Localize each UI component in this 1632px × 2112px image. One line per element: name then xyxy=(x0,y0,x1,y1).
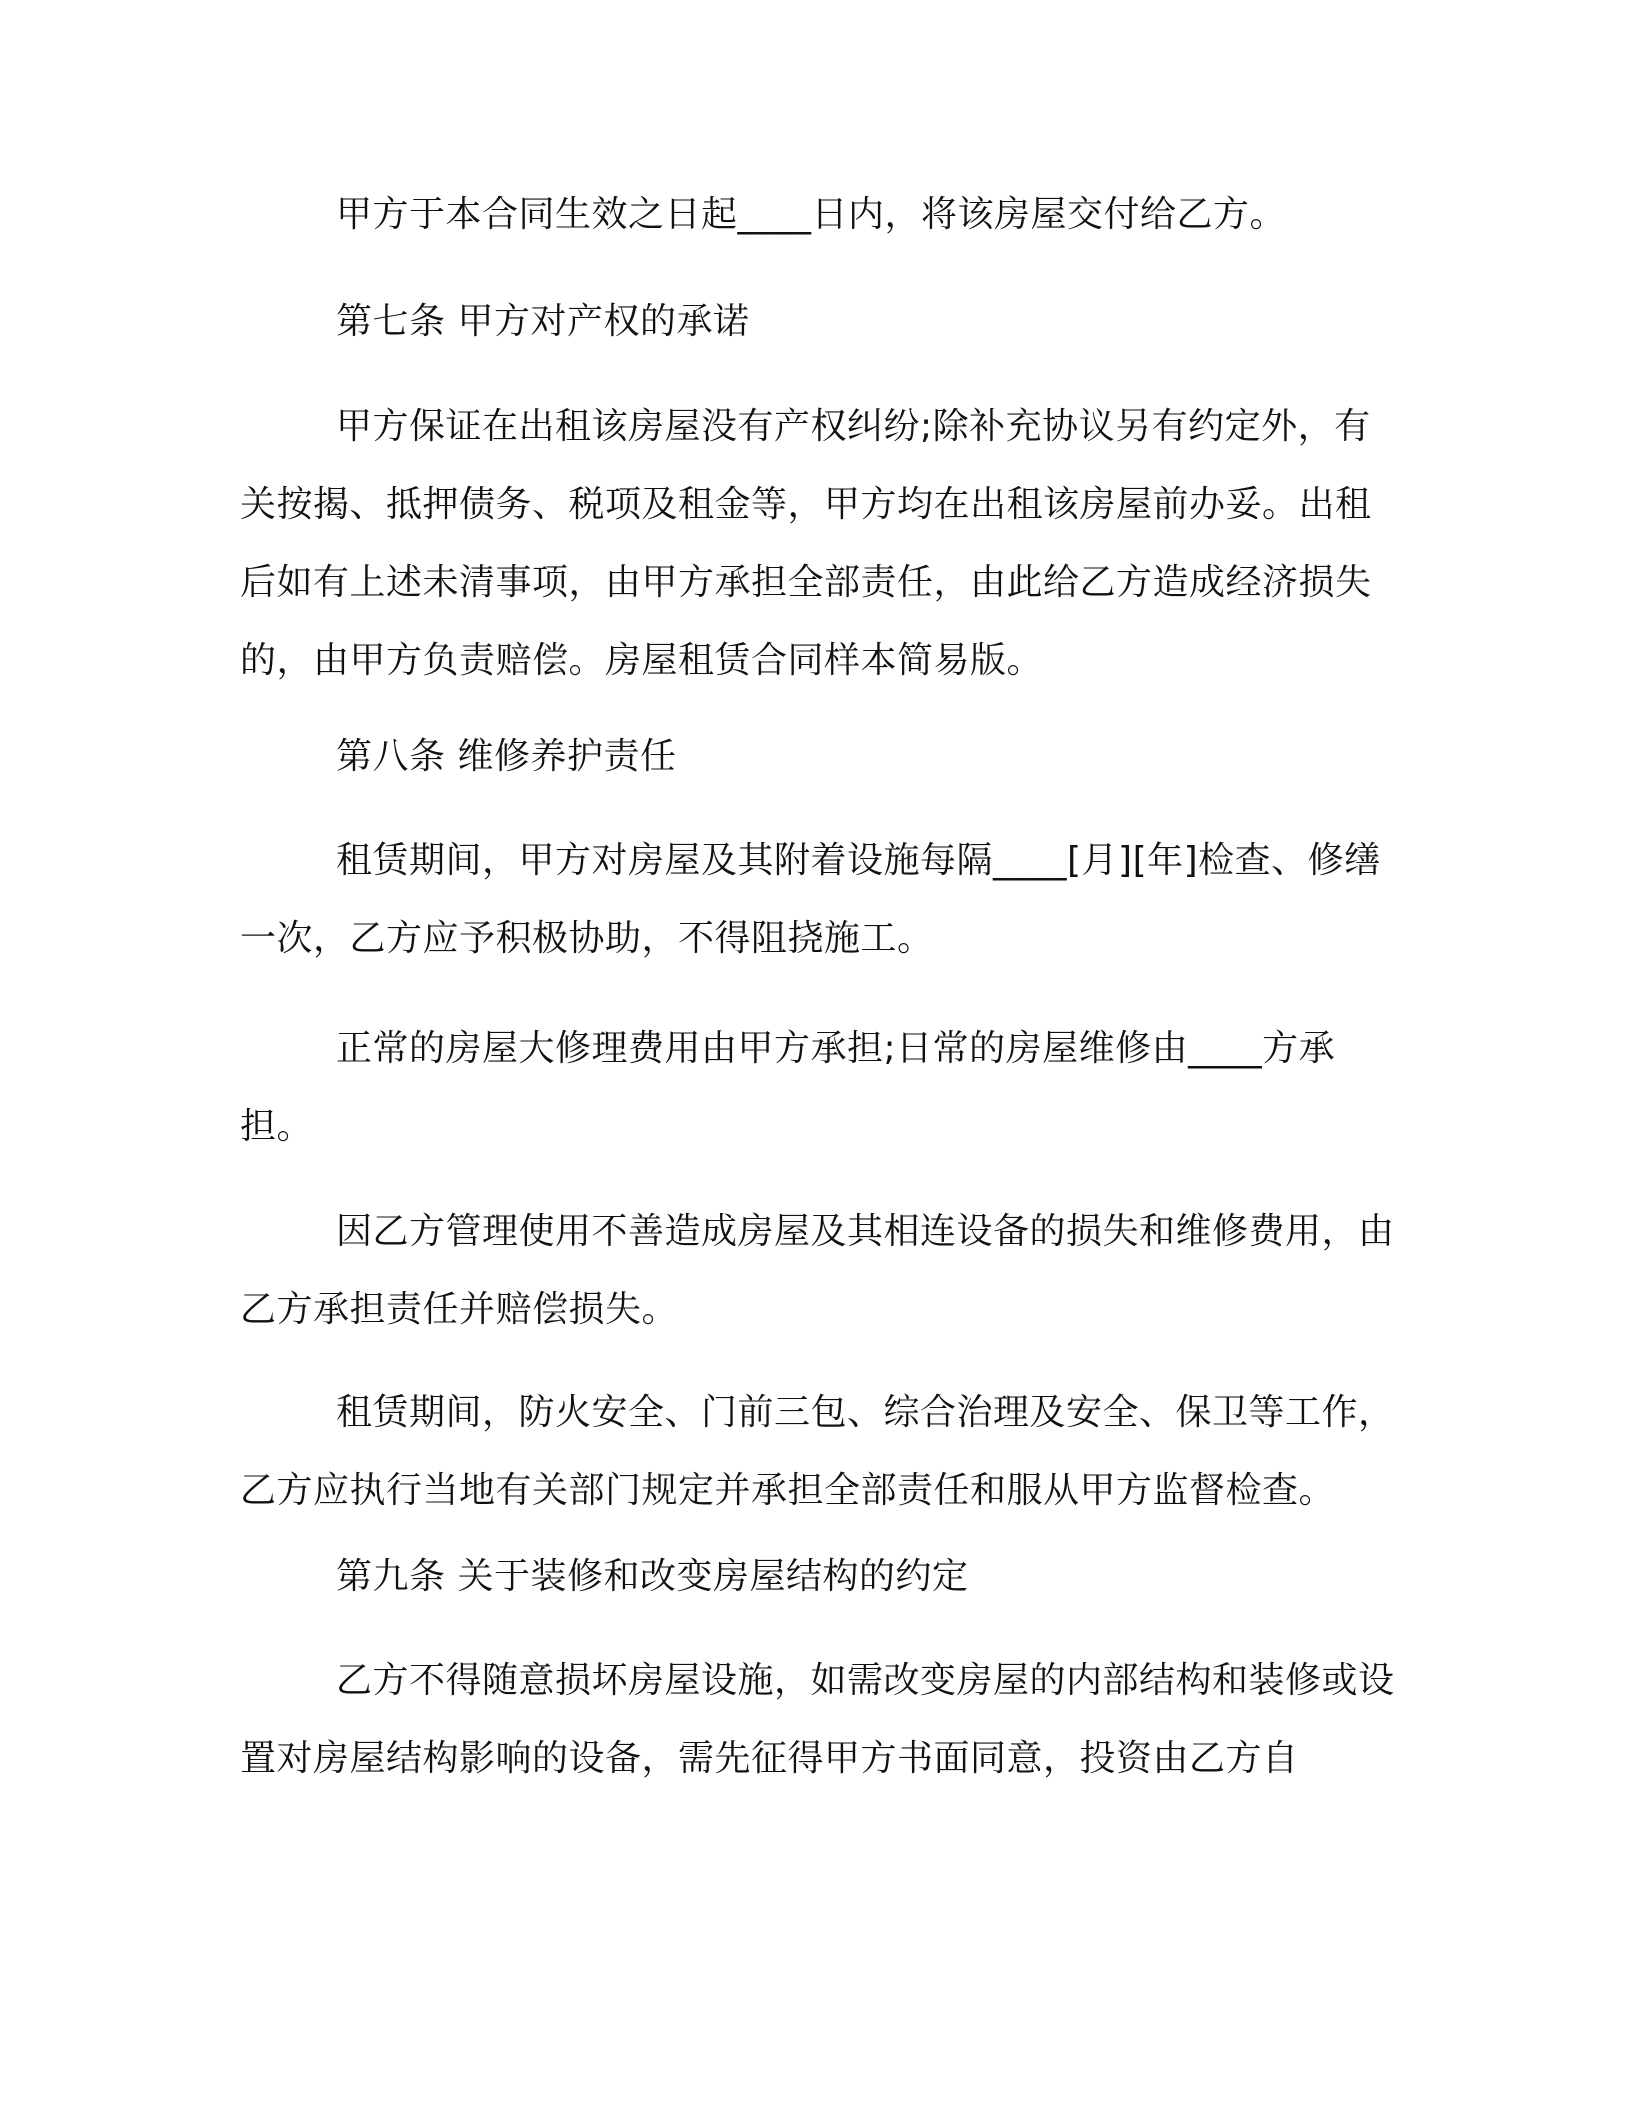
paragraph-delivery: 甲方于本合同生效之日起____日内，将该房屋交付给乙方。 xyxy=(336,194,1287,235)
paragraph-damage-liability: 因乙方管理使用不善造成房屋及其相连设备的损失和维修费用，由乙方承担责任并赔偿损失。 xyxy=(240,1211,1395,1330)
paragraph-inspection: 租赁期间，甲方对房屋及其附着设施每隔____[月][年]检查、修缮一次，乙方应予积极协助，不得阻挠施工。 xyxy=(240,840,1381,959)
paragraph-renovation: 乙方不得随意损坏房屋设施，如需改变房屋的内部结构和装修或设置对房屋结构影响的设备，需先征得甲方书面同意，投资由乙方自 xyxy=(240,1660,1395,1779)
heading-article-9: 第九条 关于装修和改变房屋结构的约定 xyxy=(336,1556,969,1597)
paragraph-safety-duties: 租赁期间，防火安全、门前三包、综合治理及安全、保卫等工作，乙方应执行当地有关部门规定并承担全部责任和服从甲方监督检查。 xyxy=(240,1392,1395,1511)
paragraph-repair-costs: 正常的房屋大修理费用由甲方承担;日常的房屋维修由____方承担。 xyxy=(240,1028,1336,1147)
heading-article-7: 第七条 甲方对产权的承诺 xyxy=(336,301,750,342)
paragraph-property-rights: 甲方保证在出租该房屋没有产权纠纷;除补充协议另有约定外，有关按揭、抵押债务、税项及租金等，甲方均在出租该房屋前办妥。出租后如有上述未清事项，由甲方承担全部责任，由此给乙方造成经济损失的，由甲方负责赔偿。房屋租赁合同样本简易版。 xyxy=(240,406,1372,681)
heading-article-8: 第八条 维修养护责任 xyxy=(336,736,677,777)
